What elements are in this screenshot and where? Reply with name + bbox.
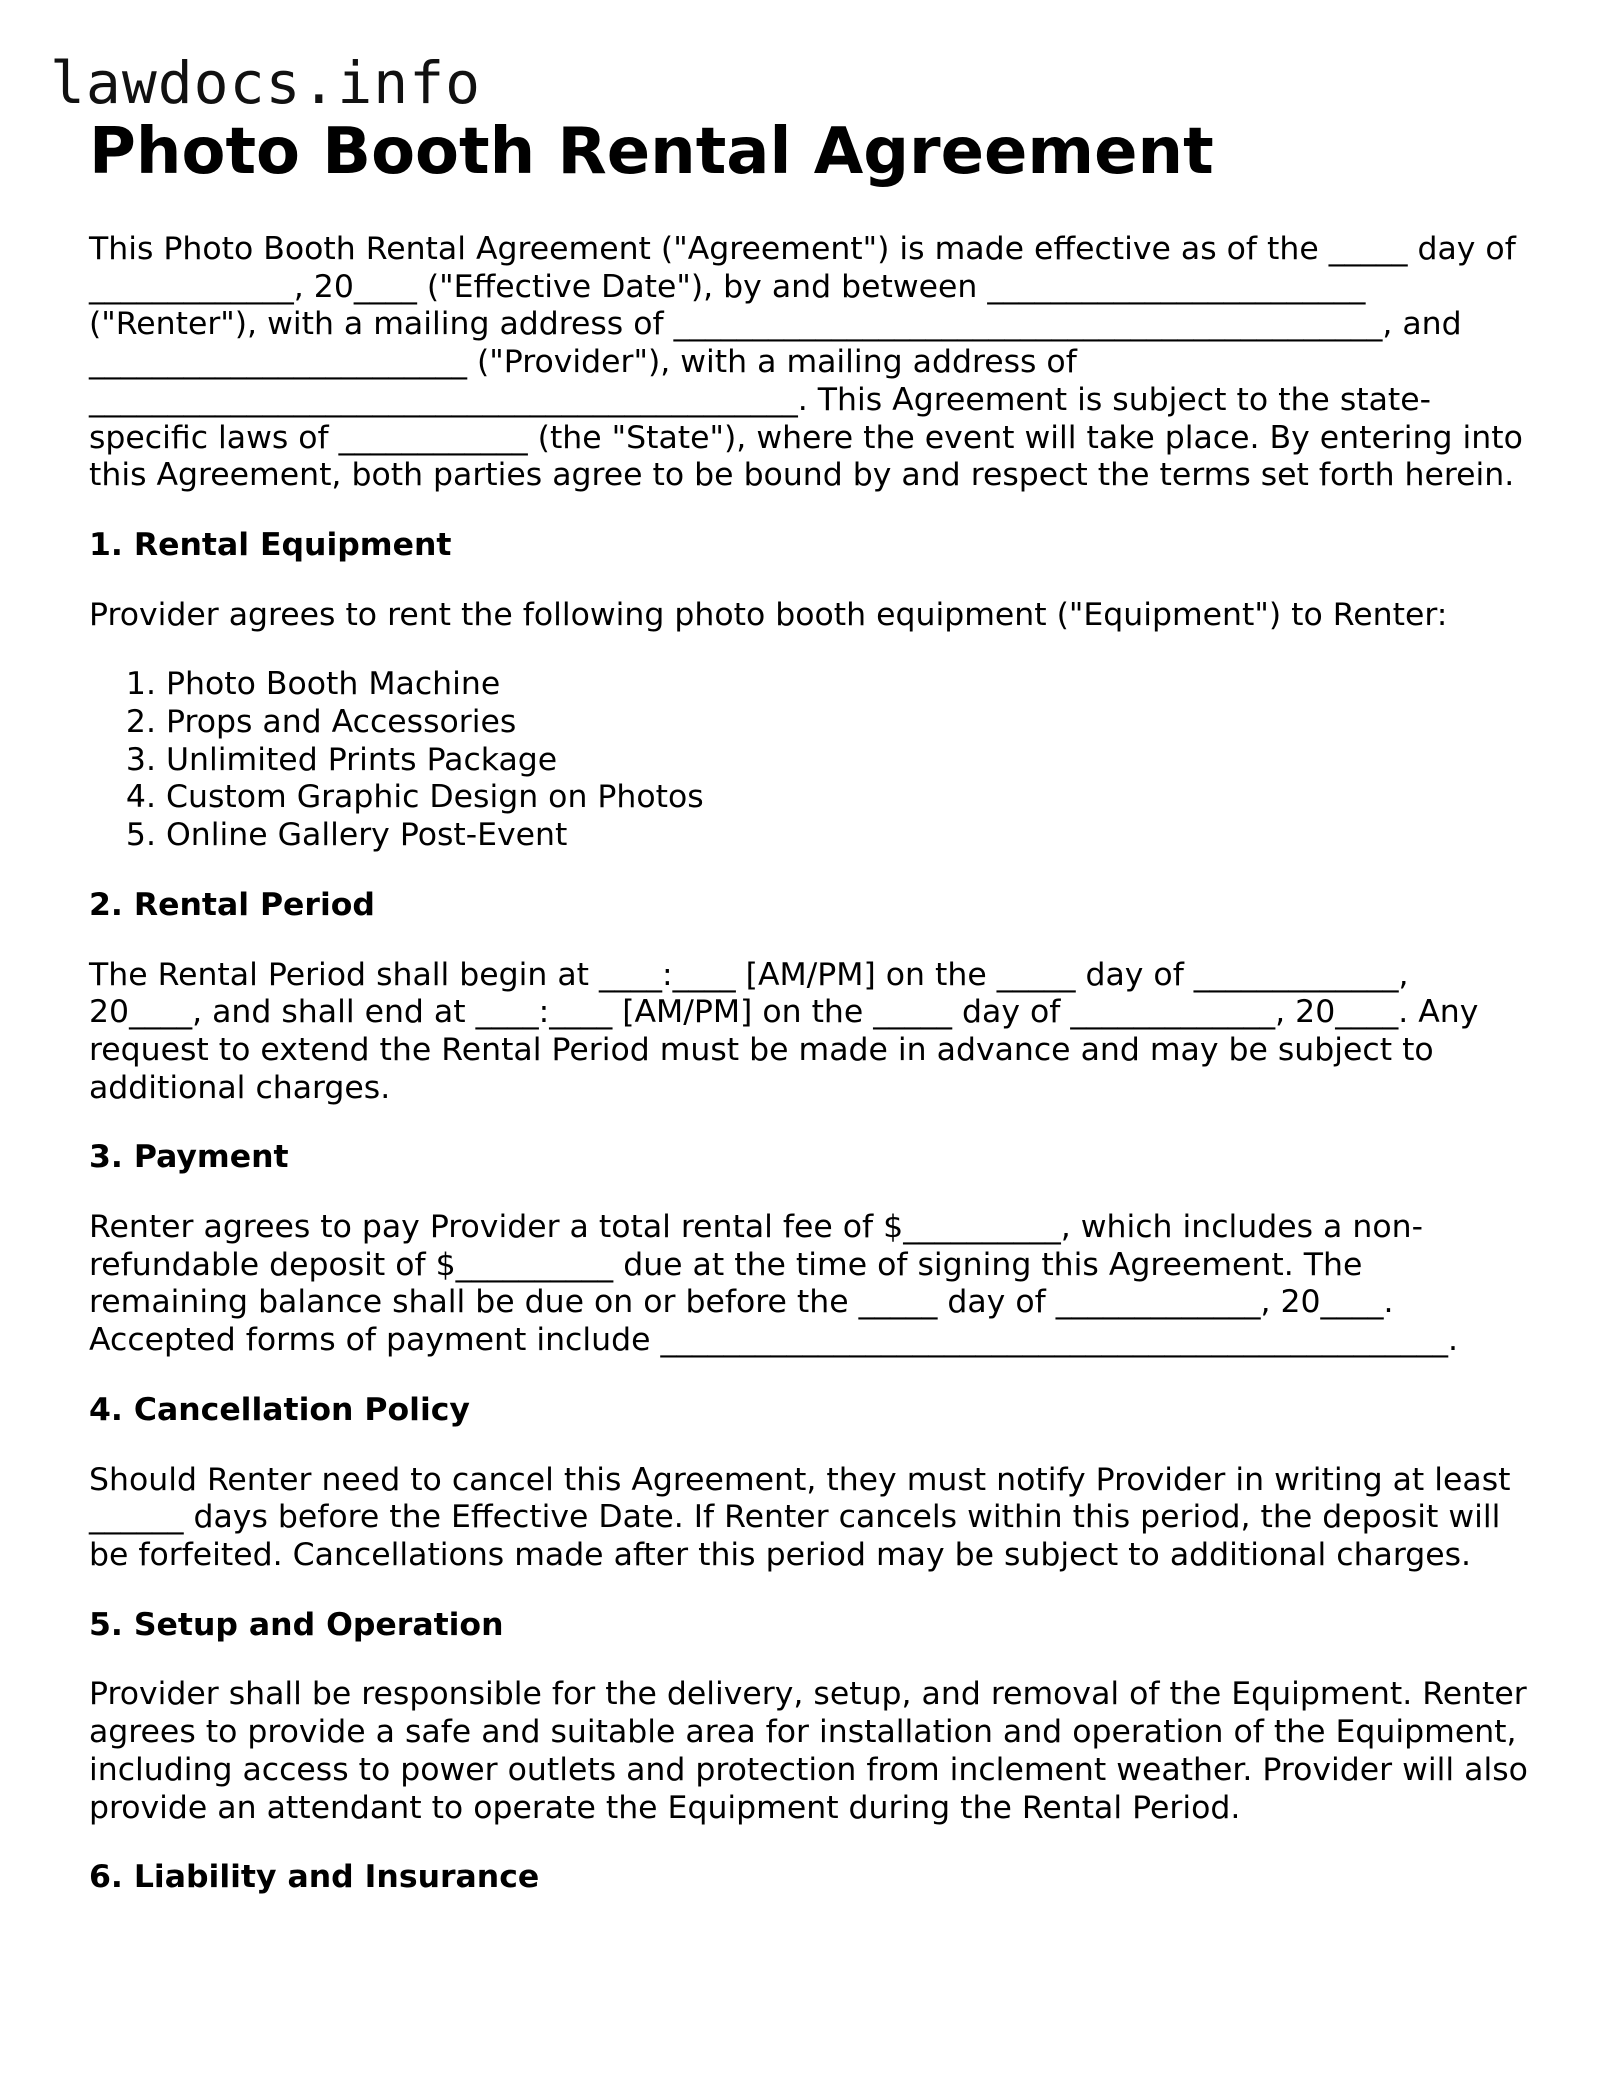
section-heading-cancellation-policy: 4. Cancellation Policy <box>89 1391 470 1428</box>
section-body-cancellation-policy: Should Renter need to cancel this Agreement, they must notify Provider in writing at least ______ days before the Effective Date. If Renter cancels within this period, the deposit will be forfeited. Cancellations made after this period may be subject to additional charges. <box>89 1461 1511 1573</box>
section-body-payment: Renter agrees to pay Provider a total rental fee of $__________, which includes a non-refundable deposit of $__________ due at the time of signing this Agreement. The remaining balance shall be due on or before the _____ day of _____________, 20____. Accepted forms of payment include __________________________________________________. <box>89 1209 1458 1359</box>
intro-paragraph: This Photo Booth Rental Agreement ("Agreement") is made effective as of the _____ day of _____________, 20____ ("Effective Date"), by and between ________________________ ("Renter"), with a mailing address of _____________________________________________, and ________________________ ("Provider"), with a mailing address of _____________________________________________. This Agreement is subject to the state-specific laws of ____________ (the "State"), where the event will take place. By entering into this Agreement, both parties agree to be bound by and respect the terms set forth herein. <box>89 231 1523 494</box>
section-body-rental-period: The Rental Period shall begin at ____:____ [AM/PM] on the _____ day of _____________, 20____, and shall end at ____:____ [AM/PM] on the _____ day of _____________, 20____. Any request to extend the Rental Period must be made in advance and may be subject to additional charges. <box>89 956 1479 1106</box>
document-page <box>89 112 1529 1897</box>
section-body-rental-equipment: Provider agrees to rent the following photo booth equipment ("Equipment") to Renter: <box>89 596 1448 633</box>
section-heading-payment: 3. Payment <box>89 1139 289 1176</box>
list-item: 1. Photo Booth Machine <box>166 666 1529 704</box>
list-item: 4. Custom Graphic Design on Photos <box>166 779 1529 817</box>
site-watermark: lawdocs.info <box>50 49 482 117</box>
section-body-setup-and-operation: Provider shall be responsible for the delivery, setup, and removal of the Equipment. Renter agrees to provide a safe and suitable area for installation and operation of the Equipment, including access to power outlets and protection from inclement weather. Provider will also provide an attendant to operate the Equipment during the Rental Period. <box>89 1676 1528 1826</box>
document-title: Photo Booth Rental Agreement <box>89 115 1214 189</box>
section-heading-rental-period: 2. Rental Period <box>89 886 375 923</box>
section-heading-rental-equipment: 1. Rental Equipment <box>89 526 452 563</box>
list-item: 5. Online Gallery Post-Event <box>166 817 1529 855</box>
section-heading-liability-and-insurance: 6. Liability and Insurance <box>89 1859 540 1896</box>
list-item: 2. Props and Accessories <box>166 704 1529 742</box>
section-heading-setup-and-operation: 5. Setup and Operation <box>89 1606 504 1643</box>
list-item: 3. Unlimited Prints Package <box>166 742 1529 780</box>
equipment-list <box>89 666 1529 855</box>
